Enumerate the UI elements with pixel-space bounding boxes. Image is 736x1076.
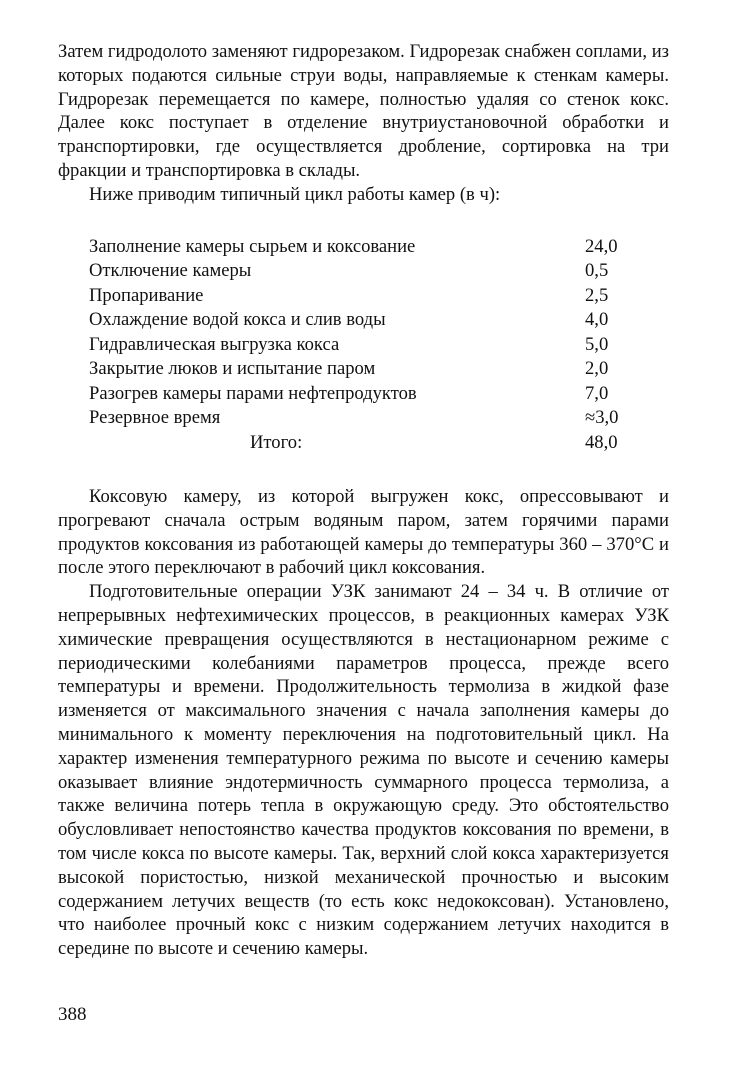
schedule-row-label: Разогрев камеры парами нефтепродуктов: [89, 382, 417, 404]
schedule-row-value: 7,0: [585, 382, 609, 404]
schedule-row-label: Закрытие люков и испытание паром: [89, 358, 376, 380]
schedule-row-label: Охлаждение водой кокса и слив воды: [89, 309, 386, 331]
schedule-row-value: 2,0: [585, 358, 609, 380]
schedule-row-value: ≈3,0: [585, 407, 619, 429]
schedule-total-row: [89, 431, 637, 456]
schedule-row-value: 2,5: [585, 284, 609, 306]
schedule-row: [89, 382, 637, 407]
schedule-row-value: 24,0: [585, 235, 618, 257]
paragraph-pressurization: Коксовую камеру, из которой выгружен кокс, опрессовывают и прогревают сначала острым водяным паром, затем горячими парами продуктов коксования из работающей камеры до температуры 360 – 370°С и после этого переключают в рабочий цикл коксования.: [58, 486, 669, 579]
schedule-row: [89, 357, 637, 382]
schedule-row: [89, 406, 637, 431]
schedule-row-label: Резервное время: [89, 407, 221, 429]
schedule-total-value: 48,0: [585, 431, 618, 453]
page-number: 388: [58, 1004, 87, 1025]
schedule-total-label: Итого:: [250, 431, 303, 453]
schedule-intro: Ниже приводим типичный цикл работы камер (в ч):: [89, 183, 501, 205]
schedule-row-value: 5,0: [585, 333, 609, 355]
schedule-row: [89, 259, 637, 284]
schedule-row-label: Отключение камеры: [89, 260, 252, 282]
work-cycle-schedule: [89, 235, 637, 456]
paragraph-preparatory-operations: Подготовительные операции УЗК занимают 24 – 34 ч. В отличие от непрерывных нефтехимических процессов, в реакционных камерах УЗК химические превращения осуществляются в нестационарном режиме с периодическими колебаниями параметров процесса, прежде всего температуры и времени. Продолжительность термолиза в жидкой фазе изменяется от максимального значения с начала заполнения камеры до минимального к моменту переключения на подготовительный цикл. На характер изменения температурного режима по высоте и сечению камеры оказывает влияние эндотермичность суммарного процесса термолиза, а также величина потерь тепла в окружающую среду. Это обстоятельство обусловливает непостоянство качества продуктов коксования по времени, в том числе кокса по высоте камеры. Так, верхний слой кокса характеризуется высокой пористостью, низкой механической прочностью и высоким содержанием летучих веществ (то есть кокс недококсован). Установлено, что наиболее прочный кокс с низким содержанием летучих находится в середине по высоте и сечению камеры.: [58, 581, 669, 960]
schedule-row-label: Заполнение камеры сырьем и коксование: [89, 235, 416, 257]
schedule-row-label: Гидравлическая выгрузка кокса: [89, 333, 340, 355]
schedule-row: [89, 284, 637, 309]
schedule-row: [89, 333, 637, 358]
schedule-row-value: 4,0: [585, 309, 609, 331]
page-body: [58, 40, 669, 961]
schedule-row: [89, 308, 637, 333]
schedule-row-value: 0,5: [585, 260, 609, 282]
schedule-row: [89, 235, 637, 260]
intro-paragraph: Затем гидродолото заменяют гидрорезаком. Гидрорезак снабжен соплами, из которых подаются сильные струи воды, направляемые к стенкам камеры. Гидрорезак перемещается по камере, полностью удаляя со стенок кокс. Далее кокс поступает в отделение внутриустановочной обработки и транспортировки, где осуществляется дробление, сортировка на три фракции и транспортировка в склады.: [58, 41, 669, 181]
schedule-row-label: Пропаривание: [89, 284, 204, 306]
